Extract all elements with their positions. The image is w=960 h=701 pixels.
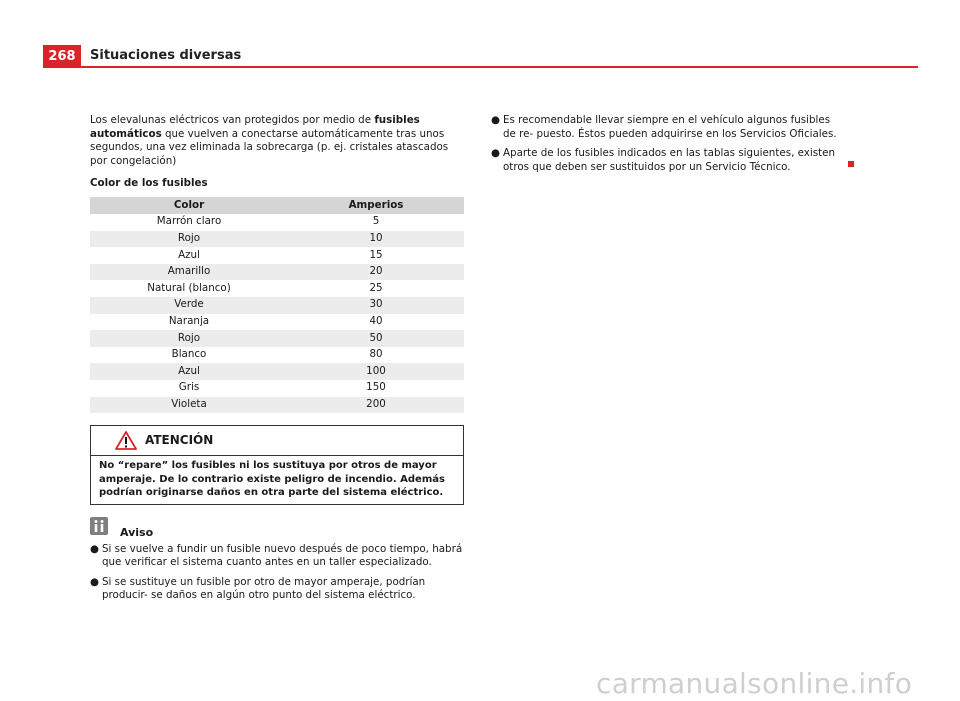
cell-amperes: 200 [288, 397, 464, 414]
cell-color: Marrón claro [156, 215, 222, 228]
list-item [90, 543, 464, 570]
bullet-icon: ● [90, 542, 99, 555]
table-row [90, 347, 464, 364]
table-row [90, 264, 464, 281]
cell-amperes: 100 [288, 363, 464, 380]
cell-color: Azul [178, 248, 200, 261]
list-item [491, 114, 846, 141]
warning-header [91, 426, 463, 456]
page-number: 268 [43, 45, 81, 67]
warning-triangle-icon [115, 431, 137, 450]
cell-amperes: 50 [288, 330, 464, 347]
cell-amperes: 25 [369, 281, 383, 294]
table-row [90, 247, 464, 264]
notice-item-text: Si se vuelve a fundir un fusible nuevo después de poco tiempo, habrá que verificar el sistema cuanto antes en un taller especializado. [102, 542, 463, 569]
bullet-icon: ● [491, 114, 500, 126]
right-item-text: Aparte de los fusibles indicados en las tablas siguientes, existen otros que deben ser sustituidos por un Servicio Técnico. [503, 147, 835, 173]
notice-item-text: Si se sustituye un fusible por otro de mayor amperaje, podrían producir- se daños en algún otro punto del sistema eléctrico. [102, 575, 426, 602]
cell-amperes: 40 [369, 315, 383, 328]
intro-text-before: Los elevalunas eléctricos van protegidos por medio de [90, 114, 375, 126]
watermark: carmanualsonline.info [596, 667, 913, 700]
right-item-text: Es recomendable llevar siempre en el vehículo algunos fusibles de re- puesto. Éstos pueden adquirirse en los Servicios Oficiales. [503, 114, 837, 140]
cell-color: Verde [90, 297, 288, 314]
intro-paragraph [90, 114, 464, 168]
info-notice-icon [90, 517, 108, 535]
warning-box [90, 425, 464, 505]
fuse-color-table [90, 197, 464, 413]
cell-color: Azul [90, 363, 288, 380]
notice-list [90, 543, 464, 603]
table-row [90, 363, 464, 380]
intro-bold-term: fusibles automáticos [90, 114, 420, 140]
cell-color: Naranja [168, 315, 210, 328]
cell-color: Violeta [90, 397, 288, 414]
cell-color: Blanco [171, 348, 207, 361]
section-end-marker [848, 161, 854, 167]
right-column [491, 114, 846, 174]
list-item [90, 576, 464, 603]
cell-color: Rojo [90, 231, 288, 248]
left-column [90, 114, 464, 603]
table-row [90, 380, 464, 397]
cell-amperes: 150 [366, 381, 386, 394]
table-row [90, 231, 464, 248]
cell-color: Rojo [90, 330, 288, 347]
notice-title: Aviso [120, 525, 154, 539]
warning-title: ATENCIÓN [145, 432, 214, 447]
table-row [90, 280, 464, 297]
column-header-amperes: Amperios [288, 197, 464, 214]
bullet-icon: ● [90, 575, 99, 588]
notice-header [90, 517, 464, 539]
cell-amperes: 80 [369, 348, 383, 361]
table-caption: Color de los fusibles [90, 177, 208, 190]
cell-amperes: 15 [369, 248, 383, 261]
table-header-row [90, 197, 464, 214]
intro-text-after: que vuelven a conectarse automáticamente tras unos segundos, una vez eliminada la sobrecarga (p. ej. cristales atascados por congelación) [90, 127, 449, 167]
table-row [90, 330, 464, 347]
cell-amperes: 5 [372, 215, 380, 228]
column-header-color: Color [90, 197, 288, 214]
cell-color: Amarillo [90, 264, 288, 281]
page-title: Situaciones diversas [90, 48, 242, 63]
cell-color: Natural (blanco) [147, 281, 231, 294]
bullet-icon: ● [491, 147, 500, 160]
cell-amperes: 10 [288, 231, 464, 248]
cell-amperes: 20 [288, 264, 464, 281]
table-row [90, 397, 464, 414]
table-row [90, 297, 464, 314]
warning-text: No “repare” los fusibles ni los sustituya por otros de mayor amperaje. De lo contrario existe peligro de incendio. Además podrían originarse daños en otra parte del sistema eléctrico. [99, 460, 445, 499]
cell-amperes: 30 [288, 297, 464, 314]
list-item [491, 147, 846, 174]
table-row [90, 314, 464, 331]
table-row [90, 214, 464, 231]
cell-color: Gris [178, 381, 200, 394]
header-divider [43, 66, 918, 68]
